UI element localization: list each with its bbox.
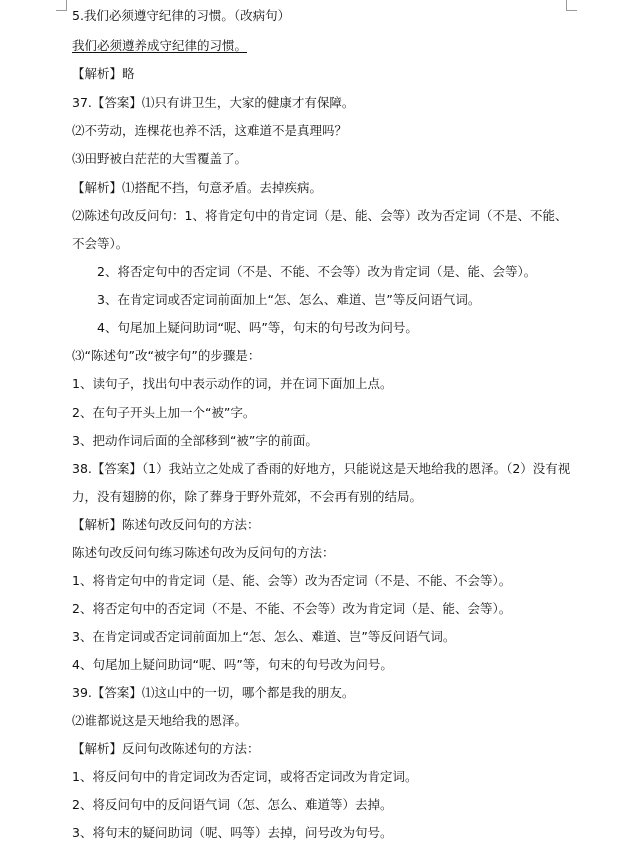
text-line: 2、将反问句中的反问语气词（怎、怎么、难道等）去掉。 — [72, 797, 393, 812]
page-corner-mark-left — [56, 0, 67, 11]
text-line: 1、将反问句中的肯定词改为否定词，或将否定词改为肯定词。 — [72, 769, 418, 784]
text-line: 【解析】陈述句改反问句的方法： — [72, 517, 260, 532]
text-line: 3、在肯定词或否定词前面加上“怎、怎么、难道、岂”等反问语气词。 — [72, 629, 456, 644]
text-line: 2、将否定句中的否定词（不是、不能、不会等）改为肯定词（是、能、会等）。 — [72, 601, 512, 616]
text-line: 5.我们必须遵守纪律的习惯。（改病句） — [72, 8, 291, 23]
text-line: 我们必须遵养成守纪律的习惯。 — [72, 38, 248, 53]
text-line: 37.【答案】⑴只有讲卫生，大家的健康才有保障。 — [72, 95, 355, 110]
text-line: 1、读句子，找出句中表示动作的词，并在词下面加上点。 — [72, 376, 393, 391]
text-line: ⑵谁都说这是天地给我的恩泽。 — [72, 713, 248, 728]
text-line: 【解析】略 — [72, 66, 135, 81]
text-line: 3、把动作词后面的全部移到“被”字的前面。 — [72, 433, 318, 448]
text-line: 2、将否定句中的否定词（不是、不能、不会等）改为肯定词（是、能、会等）。 — [97, 264, 537, 279]
text-line: 3、在肯定词或否定词前面加上“怎、怎么、难道、岂”等反问语气词。 — [97, 292, 481, 307]
text-line: 39.【答案】⑴这山中的一切，哪个都是我的朋友。 — [72, 685, 355, 700]
text-line: ⑵不劳动，连棵花也养不活，这难道不是真理吗？ — [72, 123, 348, 138]
text-line: ⑶“陈述句”改“被字句”的步骤是： — [72, 348, 261, 363]
text-line: 4、句尾加上疑问助词“呢、吗”等，句末的句号改为问号。 — [97, 320, 418, 335]
text-line: 2、在句子开头上加一个“被”字。 — [72, 405, 256, 420]
text-line: 1、将肯定句中的肯定词（是、能、会等）改为否定词（不是、不能、不会等）。 — [72, 573, 512, 588]
text-line: 陈述句改反问句练习陈述句改为反问句的方法： — [72, 545, 335, 560]
text-line: ⑵陈述句改反问句：1、将肯定句中的肯定词（是、能、会等）改为否定词（不是、不能、 — [72, 208, 568, 223]
text-line: ⑶田野被白茫茫的大雪覆盖了。 — [72, 151, 248, 166]
text-line: 【解析】反问句改陈述句的方法： — [72, 741, 260, 756]
text-line: 3、将句末的疑问助词（呢、吗等）去掉，问号改为句号。 — [72, 825, 393, 840]
text-line: 【解析】⑴搭配不挡，句意矛盾。去掉疾病。 — [72, 180, 323, 195]
text-line: 不会等）。 — [72, 236, 129, 251]
page-corner-mark-right — [566, 0, 577, 11]
text-line: 38.【答案】（1）我站立之处成了香雨的好地方，只能说这是天地给我的恩泽。（2）没有视 — [72, 461, 571, 476]
text-line: 4、句尾加上疑问助词“呢、吗”等，句末的句号改为问号。 — [72, 657, 393, 672]
text-line: 力，没有翅膀的你，除了葬身于野外荒郊，不会再有别的结局。 — [72, 489, 423, 504]
